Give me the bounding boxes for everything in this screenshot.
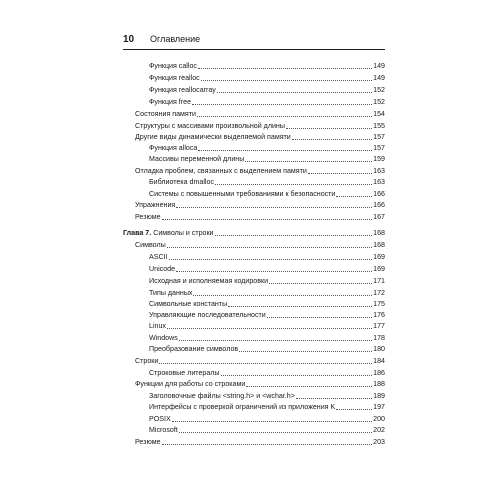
toc-entry <box>135 355 385 366</box>
toc-entry-title: ASCII <box>149 253 168 261</box>
toc-page-number: 175 <box>373 300 385 308</box>
dot-leader <box>267 316 372 318</box>
toc-page-number: 152 <box>373 98 385 106</box>
toc-entry <box>149 309 385 320</box>
toc-page-number: 172 <box>373 289 385 297</box>
toc-page-number: 166 <box>373 201 385 209</box>
toc-page-number: 149 <box>373 62 385 70</box>
toc-entry-title: Отладка проблем, связанных с выделением памяти <box>135 167 307 175</box>
toc-entry-title: Функция realloc <box>149 74 200 82</box>
toc-entry <box>149 320 385 331</box>
toc-page-number: 177 <box>373 322 385 330</box>
toc-entry <box>149 390 385 401</box>
dot-leader <box>176 206 372 208</box>
toc-entry <box>149 153 385 164</box>
toc-entry <box>149 367 385 378</box>
running-header-title: Оглавление <box>150 34 201 44</box>
toc-entry-title: Системы с повышенными требованиями к безопасности <box>149 190 336 198</box>
toc-entry-title: Другие виды динамически выделяемой памяти <box>135 133 291 141</box>
chapter-title: Символы и строки <box>151 229 214 237</box>
toc-entry <box>149 96 385 107</box>
toc-entry <box>149 343 385 354</box>
page-number: 10 <box>123 34 135 45</box>
toc-entry-title: Функция alloca <box>149 144 198 152</box>
toc-entry <box>135 436 385 447</box>
dot-leader <box>228 305 372 307</box>
dot-leader <box>197 115 372 117</box>
header-rule <box>123 49 385 50</box>
toc-entry-title: Функция calloc <box>149 62 197 70</box>
dot-leader <box>292 138 372 140</box>
toc-entry <box>149 176 385 187</box>
toc-entry <box>123 227 385 238</box>
dot-leader <box>167 246 372 248</box>
dot-leader <box>217 91 372 93</box>
toc-entry <box>149 72 385 83</box>
toc-entry <box>135 199 385 210</box>
dot-leader <box>239 350 372 352</box>
toc-entry <box>149 60 385 71</box>
chapter-number: Глава 7. <box>123 229 152 237</box>
toc-entry <box>149 413 385 424</box>
toc-entry <box>135 120 385 131</box>
toc-entry-title: Типы данных <box>149 289 193 297</box>
dot-leader <box>192 103 372 105</box>
toc-entry-title: Windows <box>149 334 178 342</box>
toc-entry-title: Символы <box>135 241 166 249</box>
dot-leader <box>198 149 372 151</box>
dot-leader <box>269 282 372 284</box>
dot-leader <box>246 385 372 387</box>
toc-entry-title: Интерфейсы с проверкой ограничений из приложения K <box>149 403 336 411</box>
toc-entry <box>149 275 385 286</box>
dot-leader <box>172 420 372 422</box>
toc-entry <box>149 188 385 199</box>
toc-entry-title: Строковые литералы <box>149 369 220 377</box>
toc-entry-title: Microsoft <box>149 426 178 434</box>
dot-leader <box>286 127 372 129</box>
toc-entry-title: Преобразование символов <box>149 345 239 353</box>
toc-page-number: 152 <box>373 86 385 94</box>
toc-entry-title: Функция free <box>149 98 192 106</box>
toc-page-number: 155 <box>373 122 385 130</box>
toc-page-number: 166 <box>373 190 385 198</box>
toc-entry-title: POSIX <box>149 415 171 423</box>
toc-page-number: 167 <box>373 213 385 221</box>
toc-entry-title <box>123 229 215 238</box>
dot-leader <box>198 67 372 69</box>
toc-page-number: 159 <box>373 155 385 163</box>
toc-page-number: 200 <box>373 415 385 423</box>
toc-entry <box>135 239 385 250</box>
toc-page-number: 180 <box>373 345 385 353</box>
toc-page-number: 163 <box>373 167 385 175</box>
toc-page-number: 171 <box>373 277 385 285</box>
toc-entry-title: Массивы переменной длины <box>149 155 245 163</box>
toc-page-number: 184 <box>373 357 385 365</box>
toc-page-number: 169 <box>373 265 385 273</box>
dot-leader <box>215 183 372 185</box>
toc-entry-title: Резюме <box>135 213 161 221</box>
toc-page-number: 186 <box>373 369 385 377</box>
toc-page-number: 168 <box>373 229 385 237</box>
toc-entry-title: Структуры с массивами произвольной длины <box>135 122 285 130</box>
toc-entry-title: Исходная и исполняемая кодировки <box>149 277 269 285</box>
toc-page-number: 169 <box>373 253 385 261</box>
dot-leader <box>308 172 372 174</box>
toc-page-number: 189 <box>373 392 385 400</box>
dot-leader <box>296 397 372 399</box>
toc-page-number: 178 <box>373 334 385 342</box>
dot-leader <box>193 294 372 296</box>
toc-page-number: 163 <box>373 178 385 186</box>
toc-entry-title: Библиотека dmalloc <box>149 178 214 186</box>
toc-entry <box>135 131 385 142</box>
toc-page-number: 168 <box>373 241 385 249</box>
toc-entry <box>149 401 385 412</box>
toc-page-number: 149 <box>373 74 385 82</box>
toc-page-number: 176 <box>373 311 385 319</box>
dot-leader <box>162 443 373 445</box>
toc-entry-title: Linux <box>149 322 166 330</box>
dot-leader <box>201 79 372 81</box>
dot-leader <box>336 195 372 197</box>
toc-entry-title: Функции для работы со строками <box>135 380 246 388</box>
dot-leader <box>179 339 372 341</box>
toc-entry <box>135 211 385 222</box>
toc-page-number: 154 <box>373 110 385 118</box>
toc-entry <box>149 298 385 309</box>
toc-entry-title: Упражнения <box>135 201 176 209</box>
toc-entry-title: Резюме <box>135 438 161 446</box>
toc-page-number: 197 <box>373 403 385 411</box>
dot-leader <box>245 160 372 162</box>
toc-entry <box>149 424 385 435</box>
toc-entry <box>135 165 385 176</box>
toc-page-number: 202 <box>373 426 385 434</box>
dot-leader <box>169 258 373 260</box>
toc-entry <box>149 84 385 95</box>
toc-entry-title: Строки <box>135 357 159 365</box>
dot-leader <box>159 362 372 364</box>
dot-leader <box>221 374 373 376</box>
toc-entry-title: Состояния памяти <box>135 110 196 118</box>
dot-leader <box>336 408 372 410</box>
toc-entry-title: Заголовочные файлы <string.h> и <wchar.h> <box>149 392 295 400</box>
toc-page-number: 188 <box>373 380 385 388</box>
toc-entry <box>149 263 385 274</box>
dot-leader <box>215 234 373 236</box>
toc-entry-title: Символьные константы <box>149 300 228 308</box>
toc-entry-title: Функция reallocarray <box>149 86 216 94</box>
running-header <box>123 34 385 48</box>
toc-entry-title: Unicode <box>149 265 176 273</box>
dot-leader <box>176 270 372 272</box>
toc-entry-title: Управляющие последовательности <box>149 311 266 319</box>
toc-entry <box>149 287 385 298</box>
toc-entry <box>149 142 385 153</box>
toc-page-number: 157 <box>373 144 385 152</box>
toc-entry <box>135 378 385 389</box>
dot-leader <box>167 327 372 329</box>
toc-page-number: 203 <box>373 438 385 446</box>
dot-leader <box>162 218 373 220</box>
toc-entry <box>149 251 385 262</box>
toc-entry <box>149 332 385 343</box>
dot-leader <box>179 431 372 433</box>
toc-entry <box>135 108 385 119</box>
toc-page-number: 157 <box>373 133 385 141</box>
